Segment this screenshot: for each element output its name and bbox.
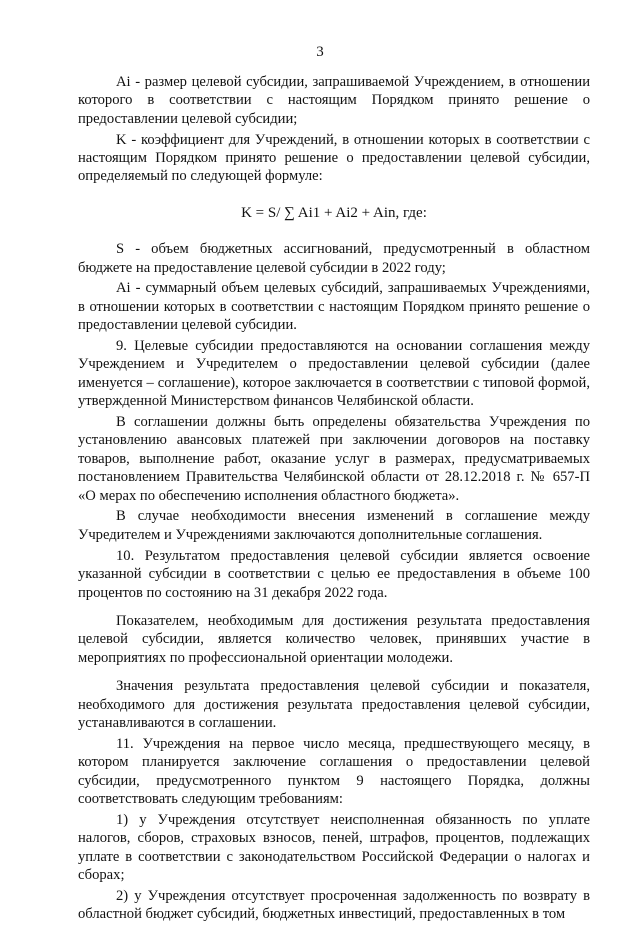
paragraph-k-definition: K - коэффициент для Учреждений, в отношении которых в соответствии с настоящим Порядком принято решение о предоставлении целевой субсидии, определяемый по следующей формуле:	[78, 131, 590, 185]
paragraph-advance-payments: В соглашении должны быть определены обязательства Учреждения по установлению авансовых платежей при заключении договоров на поставку товаров, выполнение работ, оказание услуг в размерах, предусматриваемых постановлением Правительства Челябинской области от 28.12.2018 г. № 657-П «О мерах по обеспечению исполнения областного бюджета».	[78, 414, 590, 504]
paragraph-item-10: 10. Результатом предоставления целевой субсидии является освоение указанной субсидии в соответствии с целью ее предоставления в объеме 100 процентов по состоянию на 31 декабря 2022 года.	[78, 547, 590, 601]
page-number: 3	[316, 44, 324, 60]
paragraph-item-9: 9. Целевые субсидии предоставляются на основании соглашения между Учреждением и Учредителем о предоставлении целевой субсидии (далее именуется – соглашение), которое заключается в соответствии с типовой формой, утвержденной Министерством финансов Челябинской области.	[78, 338, 590, 410]
paragraph-values: Значения результата предоставления целевой субсидии и показателя, необходимого для достижения результата предоставления целевой субсидии, устанавливаются в соглашении.	[78, 678, 590, 731]
paragraph-indicator: Показателем, необходимым для достижения результата предоставления целевой субсидии, является количество человек, принявших участие в мероприятиях по профессиональной ориентации молодежи.	[78, 612, 590, 666]
paragraph-requirement-2: 2) у Учреждения отсутствует просроченная задолженность по возврату в областной бюджет субсидий, бюджетных инвестиций, предоставленных в том	[78, 887, 590, 923]
paragraph-item-11: 11. Учреждения на первое число месяца, предшествующего месяцу, в котором планируется заключение соглашения о предоставлении целевой субсидии, предусмотренного пунктом 9 настоящего Порядка, должны соответствовать следующим требованиям:	[78, 735, 590, 807]
paragraph-s-definition: S - объем бюджетных ассигнований, предусмотренный в областном бюджете на предоставление целевой субсидии в 2022 году;	[78, 241, 590, 276]
paragraph-amendments: В случае необходимости внесения изменений в соглашение между Учредителем и Учреждениями заключаются дополнительные соглашения.	[78, 508, 590, 543]
paragraph-ai-sum-definition: Ai - суммарный объем целевых субсидий, запрашиваемых Учреждениями, в отношении которых в соответствии с настоящим Порядком принято решение о предоставлении целевой субсидии.	[78, 280, 590, 334]
paragraph-requirement-1: 1) у Учреждения отсутствует неисполненная обязанность по уплате налогов, сборов, страховых взносов, пеней, штрафов, процентов, подлежащих уплате в соответствии с законодательством Российской Федерации о налогах и сборах;	[78, 811, 590, 883]
paragraph-ai-definition: Ai - размер целевой субсидии, запрашиваемой Учреждением, в отношении которого в соответствии с настоящим Порядком принято решение о предоставлении целевой субсидии;	[78, 74, 590, 127]
formula: K = S/ ∑ Ai1 + Ai2 + Ain, где:	[241, 204, 427, 221]
document-body	[78, 73, 590, 926]
